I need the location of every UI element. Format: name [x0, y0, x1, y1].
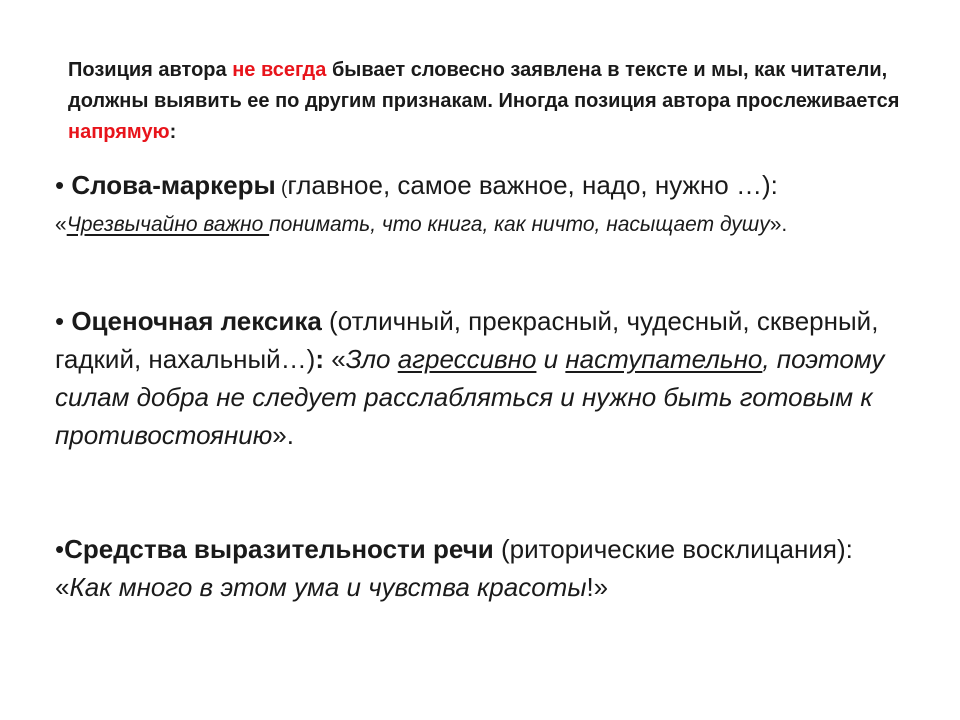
quote-close: !» [586, 572, 609, 602]
evaluative-colon: : [315, 344, 325, 374]
intro-text-1: Позиция автора [68, 59, 233, 81]
intro-highlight-directly: напрямую [68, 121, 170, 143]
quote-open: « [324, 344, 346, 374]
paren-open: ( [275, 178, 288, 199]
quote-part-2: и [536, 344, 566, 374]
quote-text: Как много в этом ума и чувства красоты [69, 572, 587, 602]
bullet-dot: • [55, 170, 65, 200]
quote-close: ». [769, 213, 788, 236]
intro-highlight-not-always: не всегда [232, 59, 327, 81]
quote-underlined: Чрезвычайно важно [66, 213, 270, 236]
bullet-dot: • [55, 306, 65, 336]
term-expressive-means: Средства выразительности речи [64, 534, 494, 564]
bullet-evaluative-vocabulary [55, 302, 915, 454]
quote-underlined-aggressively: агрессивно [397, 344, 537, 374]
marker-words-examples: главное, самое важное, надо, нужно …): [287, 170, 778, 200]
bullet-marker-words [55, 166, 915, 241]
marker-words-quote [55, 208, 915, 241]
quote-part-1: Зло [345, 344, 398, 374]
expressive-examples: (риторические восклицания): « [55, 534, 853, 602]
bullet-dot: • [55, 534, 65, 564]
evaluative-examples: (отличный, прекрасный, чудесный, скверный, гадкий, нахальный…) [55, 306, 879, 374]
quote-underlined-offensively: наступательно [565, 344, 763, 374]
intro-text-3: : [169, 121, 177, 143]
term-marker-words: Слова-маркеры [64, 170, 276, 200]
term-evaluative-vocabulary: Оценочная лексика [64, 306, 322, 336]
intro-paragraph [68, 55, 918, 148]
quote-close: ». [272, 420, 294, 450]
intro-text-2: бывает словесно заявлена в тексте и мы, как читатели, должны выявить ее по другим признакам. Иногда позиция автора прослеживается [68, 59, 900, 112]
quote-part-3: , поэтому силам добра не следует расслабляться и нужно быть готовым к противостоянию [55, 344, 885, 450]
quote-rest: понимать, что книга, как ничто, насыщает душу [269, 213, 770, 236]
bullet-expressive-means [55, 530, 915, 606]
quote-open: « [55, 213, 67, 236]
